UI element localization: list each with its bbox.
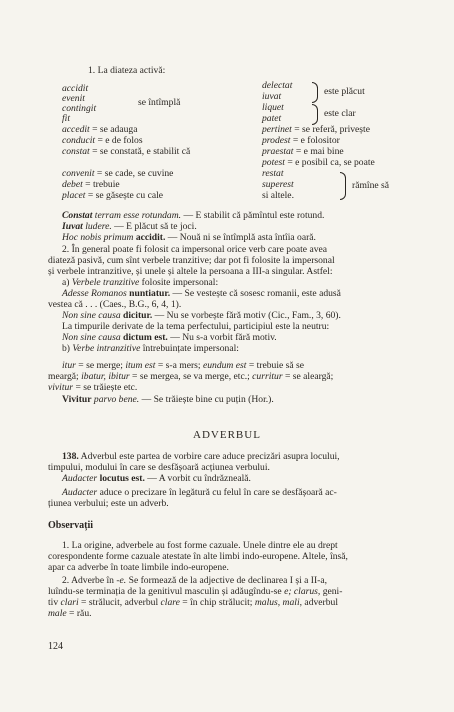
example-adesse: Adesse Romanos nuntiatur. — Se vestește că sosesc romanii, este adusă: [62, 288, 341, 299]
meaning-se-intimpla: se întîmplă: [138, 97, 181, 108]
subheading-b: b) Verbe intranzitive întrebuințate impersonal:: [62, 343, 239, 354]
example-vivitur: Vivitur parvo bene. — Se trăiește bine cu puțin (Hor.).: [62, 394, 274, 405]
verb-iuvat: iuvat: [262, 91, 282, 102]
verb-restat: restat: [262, 168, 284, 179]
example-non-sine-dicitur: Non sine causa dicitur. — Nu se vorbește fără motiv (Cic., Fam., 3, 60).: [62, 310, 341, 321]
verb-row: prodest = e folositor: [262, 135, 340, 146]
itur-line: itur = se merge; itum est = s-a mers; eundum est = trebuie să se: [62, 360, 305, 371]
example-adesse-cont: vestea că . . . (Caes., B.G., 6, 4, 1).: [48, 299, 182, 310]
example-audacter: Audacter locutus est. — A vorbit cu îndrăzneală.: [62, 473, 251, 484]
brace: [340, 172, 346, 200]
obs-2-line: 2. Adverbe în -e. Se formează de la adjective de declinarea I și a II-a,: [62, 575, 328, 586]
verb-accidit: accidit: [62, 83, 89, 94]
page-number: 124: [48, 641, 63, 652]
obs-1-line: corespondente forme cazuale atestate în alte limbi indo-europene. Altele, însă,: [48, 551, 348, 562]
verb-evenit: evenit: [62, 93, 85, 104]
brace: [312, 104, 318, 125]
verb-patet: patet: [262, 113, 282, 124]
verb-row: debet = trebuie: [62, 179, 120, 190]
meaning-este-placut: este plăcut: [324, 86, 365, 97]
section-title-adverbul: ADVERBUL: [193, 429, 261, 441]
verb-row: potest = e posibil ca, se poate: [262, 157, 375, 168]
para-2-line: 2. În general poate fi folosit ca impersonal orice verb care poate avea: [62, 244, 328, 255]
brace: [312, 82, 318, 103]
verb-row: conducit = e de folos: [62, 135, 143, 146]
meaning-ramine-sa: rămîne să: [352, 180, 390, 191]
obs-1-line: 1. La origine, adverbele au fost forme cazuale. Unele dintre ele au drept: [62, 540, 338, 551]
verb-delectat: delectat: [262, 80, 293, 91]
example-non-sine-dictum: Non sine causa dictum est. — Nu s-a vorbit fără motiv.: [62, 332, 277, 343]
subheading-a: a) Verbele tranzitive folosite impersonal:: [62, 277, 219, 288]
para-138-line: timpului, modului în care se desfășoară acțiunea verbului.: [48, 462, 270, 473]
obs-2-line: tiv clari = strălucit, adverbul clare = în chip strălucit; malus, mali, adverbul: [48, 597, 338, 608]
para-138b-line: țiunea verbului; este un adverb.: [48, 498, 169, 509]
verb-superest: superest: [262, 179, 294, 190]
obs-2-line: male = rău.: [48, 608, 92, 619]
example-iuvat: Iuvat ludere. — E plăcut să te joci.: [62, 221, 197, 232]
para-2-line: diateză pasivă, cum sînt verbele tranzitive; dar pot fi folosite la impersonal: [48, 255, 335, 266]
obs-1-line: apar ca adverbe în toate limbile indo-europene.: [48, 562, 229, 573]
para-2-line: și verbele intranzitive, și unele și altele la persoana a III-a singular. Astfel:: [48, 266, 333, 277]
verb-row: praestat = e mai bine: [262, 146, 344, 157]
verb-contingit: contingit: [62, 103, 97, 114]
verb-fit: fit: [62, 113, 70, 124]
verb-row: pertinet = se referă, privește: [262, 124, 370, 135]
heading-active-voice: 1. La diateza activă:: [88, 65, 166, 76]
itur-line: vivitur = se trăiește etc.: [48, 382, 138, 393]
verb-row: accedit = se adauga: [62, 124, 138, 135]
verb-row: constat = se constată, e stabilit că: [62, 146, 191, 157]
tense-note: La timpurile derivate de la tema perfectului, participiul este la neutru:: [62, 321, 330, 332]
verb-liquet: liquet: [262, 102, 284, 113]
para-138b-line: Audacter aduce o precizare în legătură cu felul în care se desfășoară ac-: [62, 487, 337, 498]
obs-2-line: luîndu-se terminația de la genitivul masculin și adăugîndu-se e; clarus, geni-: [48, 586, 343, 597]
meaning-este-clar: este clar: [324, 108, 356, 119]
verb-row: convenit = se cade, se cuvine: [62, 168, 174, 179]
verb-row: placet = se găsește cu cale: [62, 190, 164, 201]
para-138-line: 138. Adverbul este partea de vorbire care aduce precizări asupra locului,: [62, 451, 340, 462]
itur-line: meargă; ibatur, ibitur = se mergea, se va merge, etc.; curritur = se aleargă;: [48, 371, 334, 382]
observatii-heading: Observații: [48, 520, 93, 531]
example-constat: Constat terram esse rotundam. — E stabilit că pămîntul este rotund.: [62, 210, 325, 221]
example-hoc-nobis: Hoc nobis primum accidit. — Nouă ni se întîmplă asta întîia oară.: [62, 232, 316, 243]
si-altele: si altele.: [262, 190, 294, 201]
